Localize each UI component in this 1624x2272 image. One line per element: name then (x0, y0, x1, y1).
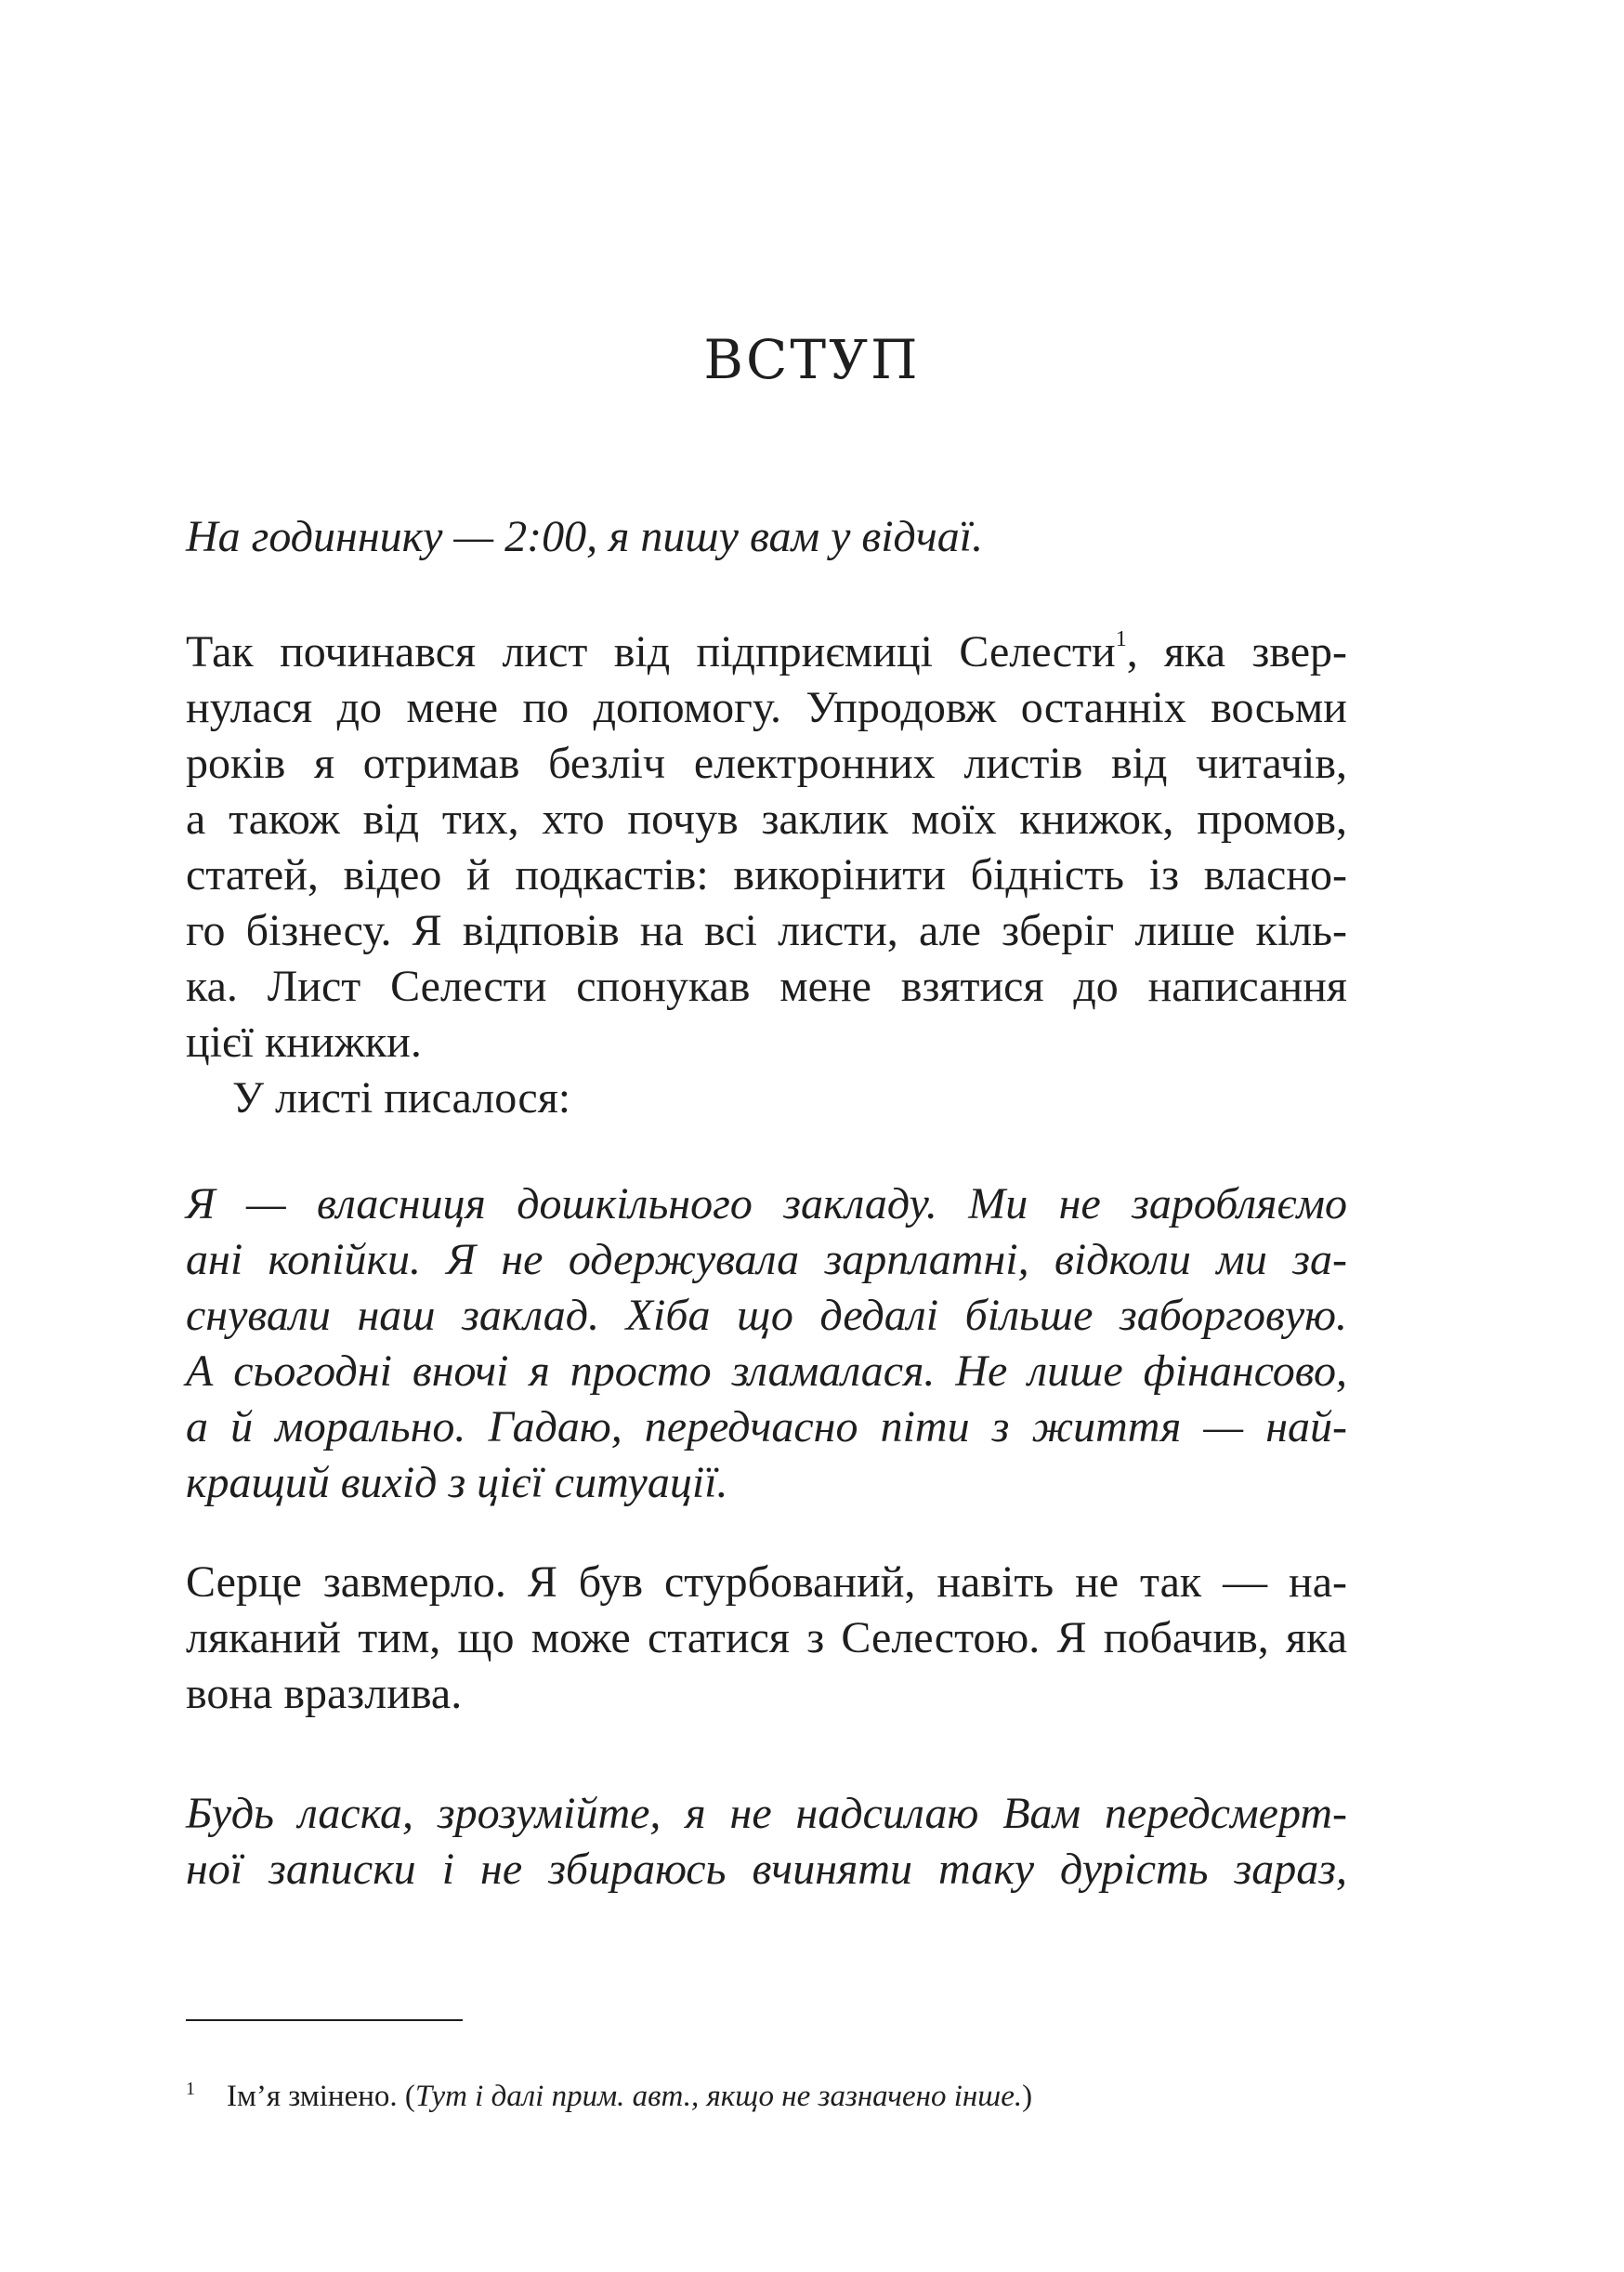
paragraph-line: статей, відео й подкастів: викорінити бідність із власно- (186, 850, 1347, 900)
paragraph-heart (186, 1555, 1347, 1722)
quote-line: А сьогодні вночі я просто зламалася. Не лише фінансово, (186, 1346, 1347, 1396)
paragraph-line-text: Так починався лист від підприємиці Селести (186, 627, 1116, 676)
quote-line: ної записки і не збираюсь вчиняти таку дурість зараз, (186, 1845, 1347, 1894)
paragraph-line: нулася до мене по допомогу. Упродовж останніх восьми (186, 683, 1347, 732)
footnote-italic-text: Тут і далі прим. авт., якщо не зазначено інше. (414, 2080, 1023, 2113)
paragraph-line: У листі писалося: (232, 1073, 571, 1123)
footnote (186, 2068, 1347, 2117)
paragraph-line: ляканий тим, що може статися з Селестою. Я побачив, яка (186, 1613, 1347, 1662)
footnote-text-close: ) (1022, 2080, 1033, 2113)
opening-quote (186, 509, 1347, 565)
paragraph-line: вона вразлива. (186, 1669, 463, 1718)
paragraph-line: ка. Лист Селести спонукав мене взятися до написання (186, 962, 1347, 1011)
quote-line: Я — власниця дошкільного закладу. Ми не заробляємо (186, 1179, 1347, 1228)
letter-quote (186, 1176, 1347, 1511)
paragraph-line (186, 624, 1347, 680)
quote-line: кращий вихід з цієї ситуації. (186, 1458, 728, 1507)
paragraph-line: го бізнесу. Я відповів на всі листи, але зберіг лише кіль- (186, 906, 1347, 955)
quote-line: а й морально. Гадаю, передчасно піти з життя — най- (186, 1402, 1347, 1451)
footnote-text: Ім’я змінено. ( (227, 2080, 415, 2113)
paragraph-line: років я отримав безліч електронних листів від читачів, (186, 739, 1347, 788)
quote-continued (186, 1786, 1347, 1898)
quote-line: снували наш заклад. Хіба що дедалі більше заборговую. (186, 1291, 1347, 1340)
paragraph-line-text: , яка звер- (1126, 627, 1348, 676)
footnote-divider (186, 2019, 463, 2021)
paragraph-line: а також від тих, хто почув заклик моїх книжок, промов, (186, 795, 1347, 844)
footnote-reference[interactable]: 1 (1115, 627, 1127, 651)
quote-line: ані копійки. Я не одержувала зарплатні, відколи ми за- (186, 1235, 1347, 1284)
quote-line: Будь ласка, зрозумійте, я не надсилаю Вам передсмерт- (186, 1789, 1347, 1838)
chapter-title: ВСТУП (703, 328, 921, 391)
footnote-number: 1 (186, 2079, 195, 2099)
paragraph-line: Серце завмерло. Я був стурбований, навіть не так — на- (186, 1557, 1347, 1607)
paragraph-line: цієї книжки. (186, 1018, 422, 1067)
paragraph-intro (186, 624, 1347, 1126)
opening-quote-line: На годиннику — 2:00, я пишу вам у відчаї. (186, 512, 984, 561)
